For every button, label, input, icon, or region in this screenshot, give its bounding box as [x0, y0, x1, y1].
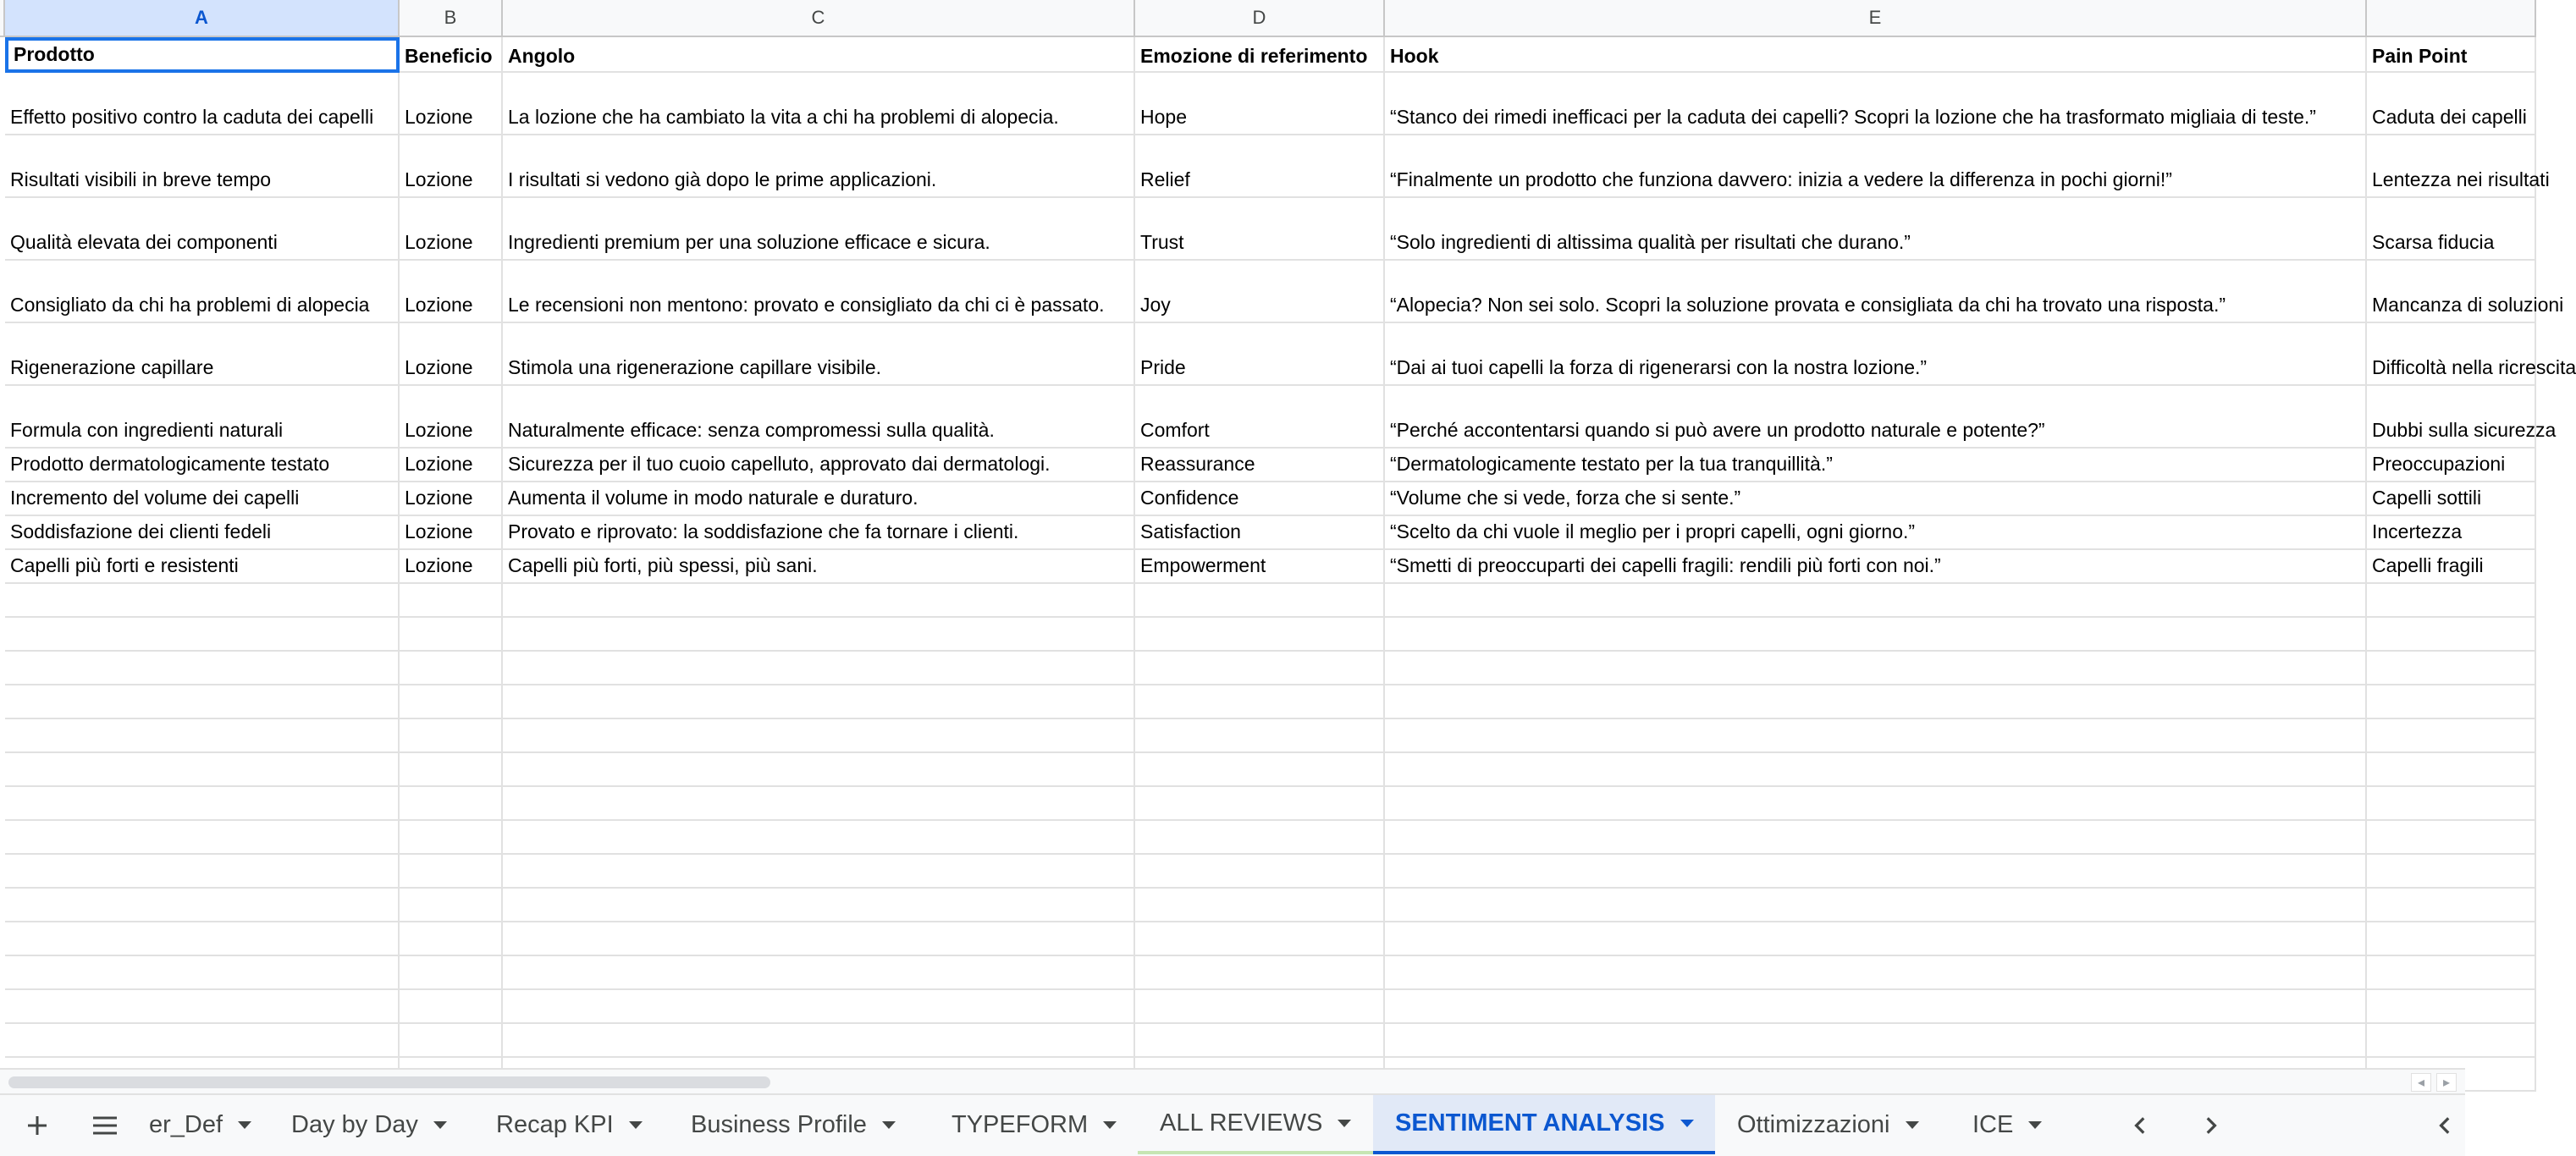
empty-cell[interactable]: [503, 821, 1135, 855]
empty-cell[interactable]: [5, 618, 400, 652]
empty-cell[interactable]: [5, 855, 400, 889]
empty-cell[interactable]: [5, 787, 400, 821]
empty-cell[interactable]: [400, 753, 503, 787]
header-cell-angle[interactable]: Angolo: [503, 37, 1135, 73]
tabs-scroll-right-button[interactable]: [2181, 1095, 2240, 1156]
cell-emotion[interactable]: Confidence: [1135, 482, 1385, 516]
empty-cell[interactable]: [1135, 889, 1385, 922]
tab-label: ALL REVIEWS: [1160, 1109, 1323, 1137]
empty-cell[interactable]: [400, 652, 503, 685]
tab-day-by-day[interactable]: [269, 1095, 474, 1154]
cell-emotion[interactable]: Pride: [1135, 323, 1385, 386]
cell-benefit[interactable]: Lozione: [400, 323, 503, 386]
header-cell-hook[interactable]: Hook: [1385, 37, 2367, 73]
empty-cell[interactable]: [503, 787, 1135, 821]
empty-cell[interactable]: [1385, 753, 2367, 787]
column-header-a[interactable]: A: [5, 0, 400, 37]
cell-product[interactable]: Soddisfazione dei clienti fedeli: [5, 516, 400, 550]
empty-cell[interactable]: [1385, 956, 2367, 990]
chevron-left-icon: [2130, 1115, 2152, 1137]
empty-cell[interactable]: [5, 922, 400, 956]
tab-ice[interactable]: [1950, 1095, 2059, 1154]
empty-cell[interactable]: [2367, 753, 2536, 787]
empty-cell[interactable]: [5, 990, 400, 1024]
empty-cell[interactable]: [503, 685, 1135, 719]
tab-menu-caret-icon[interactable]: [629, 1121, 643, 1129]
cell-angle[interactable]: Capelli più forti, più spessi, più sani.: [503, 550, 1135, 584]
empty-cell[interactable]: [1135, 855, 1385, 889]
cell-hook[interactable]: “Perché accontentarsi quando si può avere un prodotto naturale e potente?”: [1385, 386, 2367, 449]
cell-pain-point[interactable]: Caduta dei capelli: [2367, 73, 2536, 135]
tab-recap-kpi[interactable]: [474, 1095, 669, 1154]
empty-cell[interactable]: [1385, 618, 2367, 652]
menu-icon: [92, 1115, 118, 1136]
empty-cell[interactable]: [503, 922, 1135, 956]
empty-cell[interactable]: [1135, 956, 1385, 990]
empty-cell[interactable]: [1135, 685, 1385, 719]
cell-hook[interactable]: “Solo ingredienti di altissima qualità per risultati che durano.”: [1385, 198, 2367, 261]
cell-benefit[interactable]: Lozione: [400, 198, 503, 261]
empty-cell[interactable]: [1385, 652, 2367, 685]
cell-benefit[interactable]: Lozione: [400, 449, 503, 482]
cell-pain-point[interactable]: Dubbi sulla sicurezza: [2367, 386, 2536, 449]
empty-cell[interactable]: [400, 990, 503, 1024]
cell-angle[interactable]: Le recensioni non mentono: provato e consigliato da chi ci è passato.: [503, 261, 1135, 323]
tab-menu-caret-icon[interactable]: [882, 1121, 896, 1129]
cell-pain-point[interactable]: Capelli sottili: [2367, 482, 2536, 516]
cell-benefit[interactable]: Lozione: [400, 386, 503, 449]
empty-cell[interactable]: [503, 1024, 1135, 1058]
empty-cell[interactable]: [5, 821, 400, 855]
cell-product[interactable]: Capelli più forti e resistenti: [5, 550, 400, 584]
empty-cell[interactable]: [2367, 990, 2536, 1024]
plus-icon: [26, 1115, 48, 1137]
cell-benefit[interactable]: Lozione: [400, 550, 503, 584]
empty-cell[interactable]: [5, 956, 400, 990]
tab-label: Business Profile: [691, 1110, 867, 1138]
empty-cell[interactable]: [503, 584, 1135, 618]
tab-menu-caret-icon[interactable]: [1680, 1120, 1694, 1127]
header-cell-benefit[interactable]: Beneficio: [400, 37, 503, 73]
tab-sentiment-analysis[interactable]: [1373, 1095, 1715, 1154]
empty-cell[interactable]: [1135, 753, 1385, 787]
empty-cell[interactable]: [1135, 821, 1385, 855]
cell-hook[interactable]: “Finalmente un prodotto che funziona davvero: inizia a vedere la differenza in pochi giorni!”: [1385, 135, 2367, 198]
tab-business-profile[interactable]: [669, 1095, 929, 1154]
cell-benefit[interactable]: Lozione: [400, 135, 503, 198]
tab-menu-caret-icon[interactable]: [1906, 1121, 1919, 1129]
cell-emotion[interactable]: Joy: [1135, 261, 1385, 323]
cell-pain-point[interactable]: Scarsa fiducia: [2367, 198, 2536, 261]
empty-cell[interactable]: [2367, 618, 2536, 652]
cell-pain-point[interactable]: Capelli fragili: [2367, 550, 2536, 584]
add-sheet-button[interactable]: [3, 1095, 71, 1156]
cell-hook[interactable]: “Smetti di preoccuparti dei capelli fragili: rendili più forti con noi.”: [1385, 550, 2367, 584]
empty-cell[interactable]: [1385, 990, 2367, 1024]
empty-cell[interactable]: [5, 652, 400, 685]
tab-label: TYPEFORM: [952, 1110, 1089, 1138]
tab-all-reviews[interactable]: [1138, 1095, 1373, 1154]
cell-angle[interactable]: Stimola una rigenerazione capillare visibile.: [503, 323, 1135, 386]
chevron-left-icon: [2435, 1115, 2457, 1137]
cell-product[interactable]: Qualità elevata dei componenti: [5, 198, 400, 261]
empty-cell[interactable]: [5, 889, 400, 922]
tab-menu-caret-icon[interactable]: [1103, 1121, 1117, 1129]
cell-product[interactable]: Incremento del volume dei capelli: [5, 482, 400, 516]
empty-cell[interactable]: [503, 855, 1135, 889]
empty-cell[interactable]: [2367, 821, 2536, 855]
cell-hook[interactable]: “Stanco dei rimedi inefficaci per la caduta dei capelli? Scopri la lozione che ha trasformato migliaia di teste.”: [1385, 73, 2367, 135]
empty-cell[interactable]: [2367, 889, 2536, 922]
empty-cell[interactable]: [2367, 1024, 2536, 1058]
empty-cell[interactable]: [1135, 652, 1385, 685]
empty-cell[interactable]: [400, 821, 503, 855]
empty-cell[interactable]: [1385, 719, 2367, 753]
empty-cell[interactable]: [400, 618, 503, 652]
column-header-f[interactable]: [2367, 0, 2536, 37]
empty-cell[interactable]: [1385, 922, 2367, 956]
cell-product[interactable]: Consigliato da chi ha problemi di alopecia: [5, 261, 400, 323]
empty-cell[interactable]: [503, 956, 1135, 990]
cell-product[interactable]: Risultati visibili in breve tempo: [5, 135, 400, 198]
cell-emotion[interactable]: Empowerment: [1135, 550, 1385, 584]
horizontal-scrollbar[interactable]: [0, 1068, 2465, 1093]
empty-cell[interactable]: [1385, 787, 2367, 821]
empty-cell[interactable]: [2367, 956, 2536, 990]
cell-angle[interactable]: Ingredienti premium per una soluzione efficace e sicura.: [503, 198, 1135, 261]
tab-menu-caret-icon[interactable]: [2028, 1121, 2042, 1129]
empty-cell[interactable]: [2367, 855, 2536, 889]
empty-cell[interactable]: [400, 719, 503, 753]
empty-cell[interactable]: [2367, 652, 2536, 685]
empty-cell[interactable]: [1135, 618, 1385, 652]
cell-emotion[interactable]: Satisfaction: [1135, 516, 1385, 550]
tab-menu-caret-icon[interactable]: [1338, 1120, 1351, 1127]
empty-cell[interactable]: [5, 685, 400, 719]
tabs-scroll-left-button[interactable]: [2111, 1095, 2171, 1156]
empty-cell[interactable]: [400, 584, 503, 618]
empty-cell[interactable]: [2367, 922, 2536, 956]
empty-cell[interactable]: [503, 753, 1135, 787]
header-cell-pain-point[interactable]: Pain Point: [2367, 37, 2536, 73]
column-header-b[interactable]: B: [400, 0, 503, 37]
cell-pain-point[interactable]: Preoccupazioni: [2367, 449, 2536, 482]
cell-product[interactable]: Formula con ingredienti naturali: [5, 386, 400, 449]
empty-cell[interactable]: [503, 719, 1135, 753]
empty-cell[interactable]: [503, 618, 1135, 652]
cell-emotion[interactable]: Relief: [1135, 135, 1385, 198]
cell-product[interactable]: Rigenerazione capillare: [5, 323, 400, 386]
empty-cell[interactable]: [1135, 719, 1385, 753]
empty-cell[interactable]: [2367, 719, 2536, 753]
cell-hook[interactable]: “Volume che si vede, forza che si sente.”: [1385, 482, 2367, 516]
cell-emotion[interactable]: Trust: [1135, 198, 1385, 261]
cell-emotion[interactable]: Reassurance: [1135, 449, 1385, 482]
empty-cell[interactable]: [400, 1024, 503, 1058]
tab-label: Recap KPI: [496, 1110, 614, 1138]
empty-cell[interactable]: [1135, 584, 1385, 618]
empty-cell[interactable]: [1135, 787, 1385, 821]
cell-product[interactable]: Prodotto dermatologicamente testato: [5, 449, 400, 482]
empty-cell[interactable]: [1385, 821, 2367, 855]
empty-cell[interactable]: [1385, 685, 2367, 719]
tab-label: Ottimizzazioni: [1737, 1110, 1890, 1138]
cell-angle[interactable]: I risultati si vedono già dopo le prime applicazioni.: [503, 135, 1135, 198]
cell-hook[interactable]: “Dermatologicamente testato per la tua tranquillità.”: [1385, 449, 2367, 482]
cell-hook[interactable]: “Scelto da chi vuole il meglio per i propri capelli, ogni giorno.”: [1385, 516, 2367, 550]
scroll-arrows: [2411, 1073, 2457, 1090]
empty-cell[interactable]: [5, 753, 400, 787]
cell-product[interactable]: Effetto positivo contro la caduta dei capelli: [5, 73, 400, 135]
tab-menu-caret-icon[interactable]: [238, 1121, 251, 1129]
empty-cell[interactable]: [1385, 584, 2367, 618]
cell-benefit[interactable]: Lozione: [400, 73, 503, 135]
empty-cell[interactable]: [503, 990, 1135, 1024]
column-header-c[interactable]: C: [503, 0, 1135, 37]
empty-cell[interactable]: [5, 584, 400, 618]
cell-angle[interactable]: Naturalmente efficace: senza compromessi sulla qualità.: [503, 386, 1135, 449]
cell-emotion[interactable]: Hope: [1135, 73, 1385, 135]
cell-angle[interactable]: Sicurezza per il tuo cuoio capelluto, approvato dai dermatologi.: [503, 449, 1135, 482]
empty-cell[interactable]: [400, 956, 503, 990]
scroll-left-arrow-icon[interactable]: ◂: [2411, 1073, 2431, 1092]
column-header-d[interactable]: D: [1135, 0, 1385, 37]
empty-cell[interactable]: [400, 922, 503, 956]
empty-cell[interactable]: [503, 889, 1135, 922]
cell-benefit[interactable]: Lozione: [400, 261, 503, 323]
empty-cell[interactable]: [1135, 990, 1385, 1024]
explore-collapse-button[interactable]: [2416, 1095, 2475, 1156]
empty-cell[interactable]: [400, 889, 503, 922]
tab-label: Day by Day: [291, 1110, 418, 1138]
cell-pain-point[interactable]: Mancanza di soluzioni: [2367, 261, 2536, 323]
empty-cell[interactable]: [503, 652, 1135, 685]
sheet-tab-bar: [0, 1093, 2465, 1156]
tab-label: SENTIMENT ANALYSIS: [1395, 1109, 1665, 1137]
empty-cell[interactable]: [5, 1024, 400, 1058]
chevron-right-icon: [2199, 1115, 2221, 1137]
header-cell-emotion[interactable]: Emozione di referimento: [1135, 37, 1385, 73]
tab-menu-caret-icon[interactable]: [433, 1121, 447, 1129]
empty-cell[interactable]: [1385, 855, 2367, 889]
empty-cell[interactable]: [400, 855, 503, 889]
tab-typeform[interactable]: [929, 1095, 1138, 1154]
cell-pain-point[interactable]: Incertezza: [2367, 516, 2536, 550]
tab-ottimizzazioni[interactable]: [1715, 1095, 1950, 1154]
cell-benefit[interactable]: Lozione: [400, 516, 503, 550]
empty-cell[interactable]: [1385, 1024, 2367, 1058]
cell-hook[interactable]: “Alopecia? Non sei solo. Scopri la soluzione provata e consigliata da chi ha trovato una risposta.”: [1385, 261, 2367, 323]
empty-cell[interactable]: [2367, 584, 2536, 618]
tab-label: ICE: [1972, 1110, 2014, 1138]
cell-benefit[interactable]: Lozione: [400, 482, 503, 516]
empty-cell[interactable]: [5, 719, 400, 753]
scroll-right-arrow-icon[interactable]: ▸: [2436, 1073, 2457, 1092]
cell-pain-point[interactable]: Difficoltà nella ricrescita: [2367, 323, 2536, 386]
empty-cell[interactable]: [400, 685, 503, 719]
cell-angle[interactable]: La lozione che ha cambiato la vita a chi ha problemi di alopecia.: [503, 73, 1135, 135]
column-header-e[interactable]: E: [1385, 0, 2367, 37]
cell-hook[interactable]: “Dai ai tuoi capelli la forza di rigenerarsi con la nostra lozione.”: [1385, 323, 2367, 386]
empty-cell[interactable]: [400, 787, 503, 821]
scrollbar-thumb[interactable]: [8, 1076, 770, 1088]
cell-angle[interactable]: Provato e riprovato: la soddisfazione che fa tornare i clienti.: [503, 516, 1135, 550]
empty-cell[interactable]: [1135, 1024, 1385, 1058]
empty-cell[interactable]: [1385, 889, 2367, 922]
empty-cell[interactable]: [2367, 787, 2536, 821]
empty-cell[interactable]: [2367, 685, 2536, 719]
header-cell-product[interactable]: Prodotto: [5, 37, 400, 73]
cell-emotion[interactable]: Comfort: [1135, 386, 1385, 449]
tab-label: er_Def: [149, 1110, 223, 1138]
cell-angle[interactable]: Aumenta il volume in modo naturale e duraturo.: [503, 482, 1135, 516]
empty-cell[interactable]: [1135, 922, 1385, 956]
cell-pain-point[interactable]: Lentezza nei risultati: [2367, 135, 2536, 198]
tab-er-def[interactable]: [127, 1095, 269, 1154]
